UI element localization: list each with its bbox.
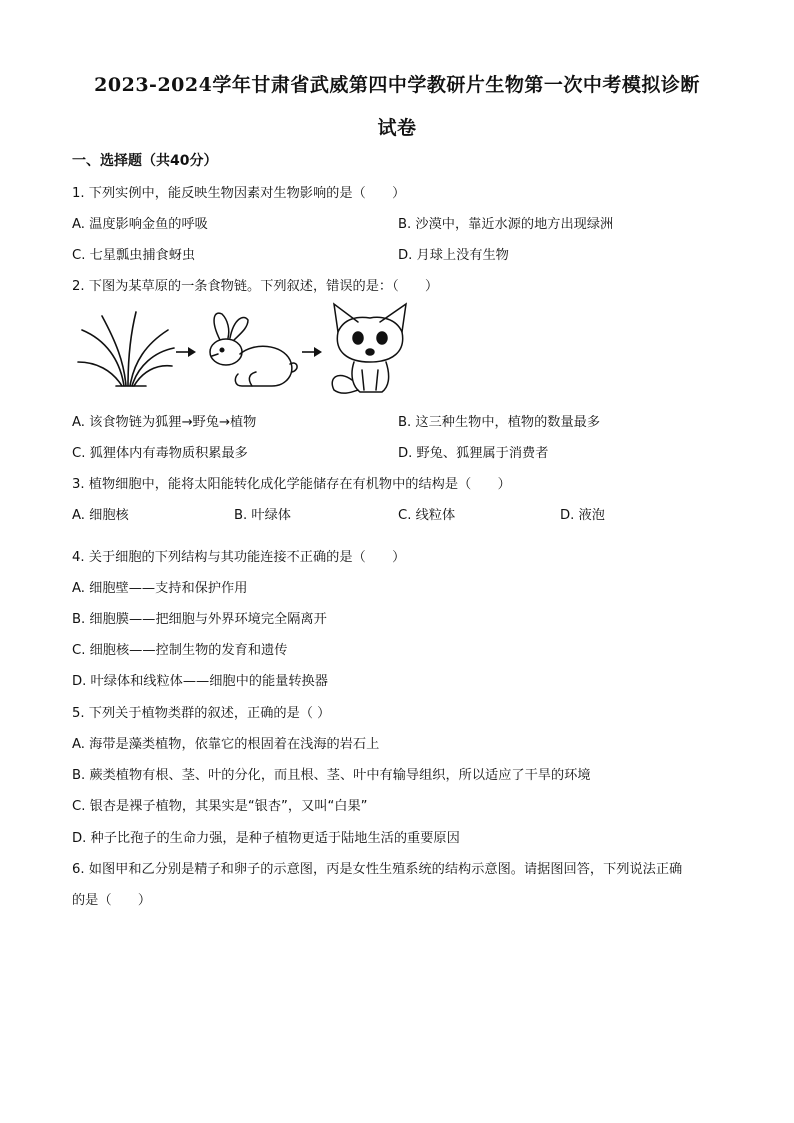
question-5-option-c: C. 银杏是裸子植物，其果实是“银杏”，又叫“白果” — [72, 799, 368, 814]
question-3-option-b: B. 叶绿体 — [234, 508, 291, 523]
question-3-option-a: A. 细胞核 — [72, 508, 129, 523]
question-3-option-d: D. 液泡 — [560, 508, 605, 523]
question-2-stem: 2. 下图为某草原的一条食物链。下列叙述，错误的是：（ ） — [72, 279, 439, 294]
question-4-stem: 4. 关于细胞的下列结构与其功能连接不正确的是（ ） — [72, 550, 406, 565]
exam-title-line2: 试卷 — [377, 117, 417, 139]
question-6-stem-line1: 6. 如图甲和乙分别是精子和卵子的示意图，丙是女性生殖系统的结构示意图。请据图回答，下列说法正确 — [72, 862, 683, 877]
question-4-option-d: D. 叶绿体和线粒体——细胞中的能量转换器 — [72, 674, 328, 689]
question-5-stem: 5. 下列关于植物类群的叙述，正确的是（ ） — [72, 706, 331, 721]
question-3-stem: 3. 植物细胞中，能将太阳能转化成化学能储存在有机物中的结构是（ ） — [72, 477, 511, 492]
question-2-option-c: C. 狐狸体内有毒物质积累最多 — [72, 446, 248, 461]
question-6-stem-line2: 的是（ ） — [72, 893, 152, 908]
fox-icon — [332, 304, 406, 393]
question-1-option-d: D. 月球上没有生物 — [398, 248, 509, 263]
question-5-option-b: B. 蕨类植物有根、茎、叶的分化，而且根、茎、叶中有输导组织，所以适应了干旱的环境 — [72, 768, 591, 783]
question-2-option-b: B. 这三种生物中，植物的数量最多 — [398, 415, 601, 430]
arrow-right-icon — [302, 347, 322, 357]
question-2-option-a: A. 该食物链为狐狸→野兔→植物 — [72, 415, 257, 430]
question-1-option-a: A. 温度影响金鱼的呼吸 — [72, 217, 208, 232]
arrow-right-icon — [176, 347, 196, 357]
rabbit-icon — [210, 313, 297, 386]
question-5-option-a: A. 海带是藻类植物，依靠它的根固着在浅海的岩石上 — [72, 737, 380, 752]
question-4-option-a: A. 细胞壁——支持和保护作用 — [72, 581, 248, 596]
grass-icon — [78, 312, 174, 386]
question-1-option-b: B. 沙漠中，靠近水源的地方出现绿洲 — [398, 217, 614, 232]
question-1-stem: 1. 下列实例中，能反映生物因素对生物影响的是（ ） — [72, 186, 406, 201]
question-5-option-d: D. 种子比孢子的生命力强，是种子植物更适于陆地生活的重要原因 — [72, 831, 460, 846]
question-3-option-c: C. 线粒体 — [398, 508, 456, 523]
exam-title-line1: 2023-2024学年甘肃省武威第四中学教研片生物第一次中考模拟诊断 — [94, 74, 700, 96]
food-chain-figure — [76, 300, 416, 396]
question-4-option-c: C. 细胞核——控制生物的发育和遗传 — [72, 643, 288, 658]
question-1-option-c: C. 七星瓢虫捕食蚜虫 — [72, 248, 196, 263]
question-4-option-b: B. 细胞膜——把细胞与外界环境完全隔离开 — [72, 612, 327, 627]
question-2-option-d: D. 野兔、狐狸属于消费者 — [398, 446, 549, 461]
section-heading: 一、选择题（共40分） — [72, 153, 218, 169]
